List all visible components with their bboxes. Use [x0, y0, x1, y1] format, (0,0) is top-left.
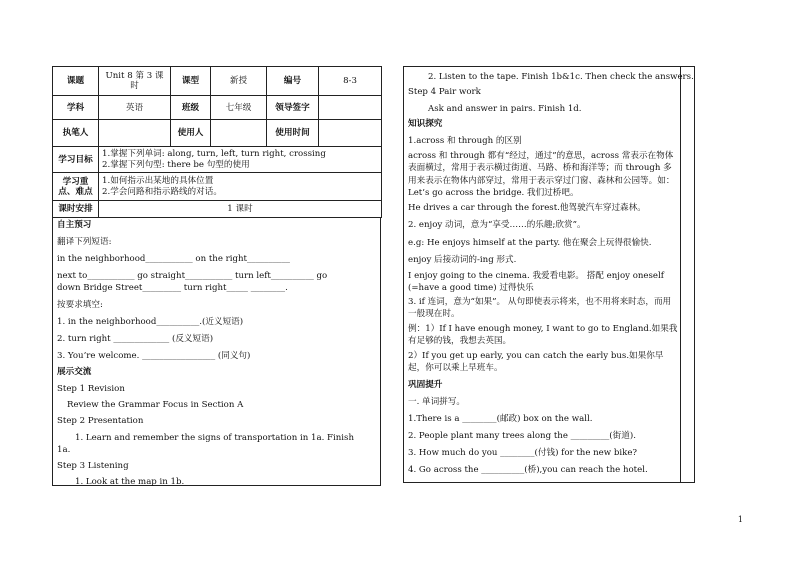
user-value — [211, 120, 267, 147]
schedule-value: 1 课时 — [99, 201, 382, 218]
text-paragraph: I enjoy going to the cinema. 我爱看电影。 搭配 enjoy oneself (=have a good time) 过得快乐 — [408, 271, 664, 294]
text-line: 2. People plant many trees along the _________(街道). — [408, 431, 636, 441]
text-paragraph: 例：1）If I have enough money, I want to go to England.如果我有足够的钱，我想去英国。 — [408, 324, 678, 347]
label-author: 执笔人 — [53, 120, 99, 147]
goal-line: 1.掌握下列单词: along, turn, left, turn right, crossing — [102, 149, 326, 159]
text-line: 2. enjoy 动词，意为“享受……的乐趣;欣赏”。 — [408, 220, 586, 230]
label-subject: 学科 — [53, 96, 99, 120]
text-line: 3. You’re welcome. _________________ (同义句) — [57, 351, 251, 361]
section-title-knowledge: 知识探究 — [408, 119, 443, 129]
label-key-points-a: 学习重 — [62, 176, 89, 187]
text-line: 2. turn right _____________ (反义短语) — [57, 334, 214, 344]
text-line: 1. Look at the map in 1b. — [75, 477, 185, 487]
table-row — [53, 96, 382, 120]
text-line: 翻译下列短语: — [57, 237, 112, 247]
grade-value: 七年级 — [211, 96, 267, 120]
text-line: Step 4 Pair work — [408, 87, 481, 97]
text-line: Step 2 Presentation — [57, 416, 144, 426]
text-line: 1.across 和 through 的区别 — [408, 136, 522, 146]
text-paragraph: across 和 through 都有“经过，通过”的意思，across 常表示在物体表面横过，常用于表示横过街道、马路、桥和海洋等；而 through 多用来表示在物体内部穿过，常用于表示穿过门窗、森林和公园等。如：Let’s go across the bridge. 我们过桥吧。 — [408, 151, 675, 199]
label-key-points-b: 点、难点 — [58, 186, 93, 197]
text-line: 1a. — [57, 445, 71, 455]
text-line: 一. 单词拼写。 — [408, 397, 466, 407]
text-paragraph: 3. if 连词，意为“如果”。 从句即使表示将来，也不用将来时态，而用一般现在时。 — [408, 297, 672, 320]
key-points-value — [99, 173, 382, 201]
table-row — [53, 147, 382, 173]
text-paragraph: 2）If you get up early, you can catch the early bus.如果你早起，你可以乘上早班车。 — [408, 351, 664, 374]
use-time-value — [319, 120, 382, 147]
text-line: 1. Learn and remember the signs of transportation in 1a. Finish — [75, 433, 354, 443]
leader-sign-value — [319, 96, 382, 120]
text-line: next to___________ go straight___________ turn left__________ go — [57, 271, 328, 281]
table-row — [53, 120, 382, 147]
text-line: Step 1 Revision — [57, 384, 125, 394]
label-number: 编号 — [267, 67, 319, 96]
label-use-time: 使用时间 — [267, 120, 319, 147]
label-type: 课型 — [171, 67, 211, 96]
label-key-points — [53, 173, 99, 201]
subject-value: 英语 — [99, 96, 171, 120]
goals-value — [99, 147, 382, 173]
label-topic: 课题 — [53, 67, 99, 96]
text-line: 3. How much do you ________(付钱) for the new bike? — [408, 448, 638, 458]
text-line: down Bridge Street_________ turn right_____ ________. — [57, 283, 288, 293]
text-line: e.g: He enjoys himself at the party. 他在聚会上玩得很愉快. — [408, 238, 652, 248]
table-row — [53, 67, 382, 96]
left-content-box — [52, 217, 381, 486]
lesson-info-table — [52, 66, 382, 218]
label-grade: 班级 — [171, 96, 211, 120]
text-line: 1.There is a ________(邮政) box on the wall. — [408, 414, 593, 424]
text-line: 2. Listen to the tape. Finish 1b&1c. Then check the answers. — [428, 72, 694, 82]
text-line: Ask and answer in pairs. Finish 1d. — [428, 104, 582, 114]
text-line: He drives a car through the forest.他驾驶汽车穿过森林。 — [408, 203, 646, 213]
page-number: 1 — [737, 515, 743, 524]
key-point-line: 2.学会问路和指示路线的对话。 — [102, 186, 222, 197]
table-row — [53, 173, 382, 201]
text-line: Review the Grammar Focus in Section A — [67, 400, 244, 410]
topic-value: Unit 8 第 3 课时 — [99, 67, 171, 96]
right-margin-column — [680, 66, 695, 483]
text-line: 按要求填空: — [57, 300, 103, 310]
text-line: Step 3 Listening — [57, 461, 129, 471]
author-value — [99, 120, 171, 147]
goal-line: 2.掌握下列句型: there be 句型的使用 — [102, 159, 250, 170]
section-title-preview: 自主预习 — [57, 220, 92, 230]
section-title-show: 展示交流 — [57, 367, 92, 377]
number-value: 8-3 — [319, 67, 382, 96]
text-line: in the neighborhood___________ on the right__________ — [57, 254, 290, 264]
text-line: enjoy 后接动词的-ing 形式. — [408, 255, 517, 265]
section-title-consolidate: 巩固提升 — [408, 380, 443, 390]
key-point-line: 1.如何指示出某地的具体位置 — [102, 176, 214, 186]
text-line: 1. in the neighborhood__________.(近义短语) — [57, 317, 244, 327]
label-user: 使用人 — [171, 120, 211, 147]
text-line: 4. Go across the __________(桥),you can reach the hotel. — [408, 465, 648, 475]
type-value: 新授 — [211, 67, 267, 96]
right-content-box — [403, 66, 694, 483]
label-schedule: 课时安排 — [53, 201, 99, 218]
label-goals: 学习目标 — [53, 147, 99, 173]
table-row — [53, 201, 382, 218]
label-leader-sign: 领导签字 — [267, 96, 319, 120]
